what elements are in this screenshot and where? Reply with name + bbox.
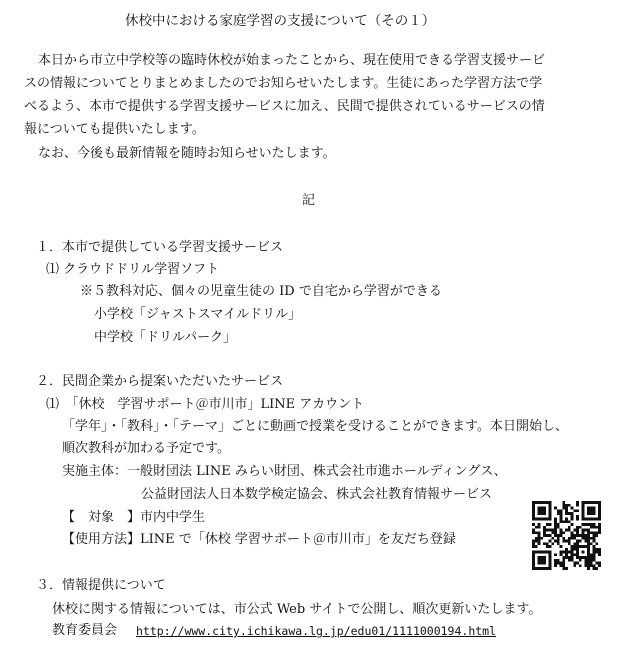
section2-target: 【 対象 】市内中学生	[62, 510, 206, 525]
section2-desc-line-1: 「学年」・「教科」・「テーマ」ごとに動画で授業を受けることができます。本日開始し、	[62, 419, 568, 434]
qr-code-icon	[532, 501, 601, 570]
section3-url-link[interactable]: http://www.city.ichikawa.lg.jp/edu01/1111000194.html	[136, 624, 497, 638]
section2-provider-line-1: 実施主体：一般財団法 LINE みらい財団、株式会社市進ホールディングス、	[62, 464, 507, 479]
intro-line-2: スの情報についてとりまとめましたのでお知らせいたします。生徒にあった学習方法で学	[24, 76, 543, 91]
intro-line-1: 本日から市立中学校等の臨時休校が始まったことから、現在使用できる学習支援サービ	[38, 53, 546, 68]
intro-line-5: なお、今後も最新情報を随時お知らせいたします。	[38, 146, 336, 161]
section2-heading: ２．民間企業から提案いただいたサービス	[36, 374, 284, 389]
section3-label: 教育委員会	[52, 623, 118, 638]
section1-item1: ⑴ クラウドドリル学習ソフト	[46, 262, 220, 277]
section2-provider-line-2: 公益財団法人日本数学検定協会、株式会社教育情報サービス	[141, 487, 493, 502]
section1-junior: 中学校「ドリルパーク」	[94, 330, 237, 345]
section1-note: ※５教科対応、個々の児童生徒の ID で自宅から学習ができる	[80, 284, 442, 299]
ki-heading: 記	[302, 193, 316, 208]
intro-line-3: べるよう、本市で提供する学習支援サービスに加え、民間で提供されているサービスの情	[24, 99, 545, 114]
section3-text: 休校に関する情報については、市公式 Web サイトで公開し、順次更新いたします。	[52, 602, 542, 617]
section1-elementary: 小学校「ジャストスマイルドリル」	[94, 307, 302, 322]
document-title: 休校中における家庭学習の支援について（その１）	[125, 13, 436, 29]
section1-heading: １．本市で提供している学習支援サービス	[36, 240, 284, 255]
section2-usage: 【使用方法】LINE で「休校 学習サポート＠市川市」を友だち登録	[62, 532, 456, 547]
section2-item1: ⑴ 「休校 学習サポート＠市川市」LINE アカウント	[46, 397, 365, 412]
section3-heading: ３．情報提供について	[36, 578, 166, 593]
section2-desc-line-2: 順次教科が加わる予定です。	[62, 441, 230, 456]
intro-line-4: 報についても提供いたします。	[24, 122, 205, 137]
